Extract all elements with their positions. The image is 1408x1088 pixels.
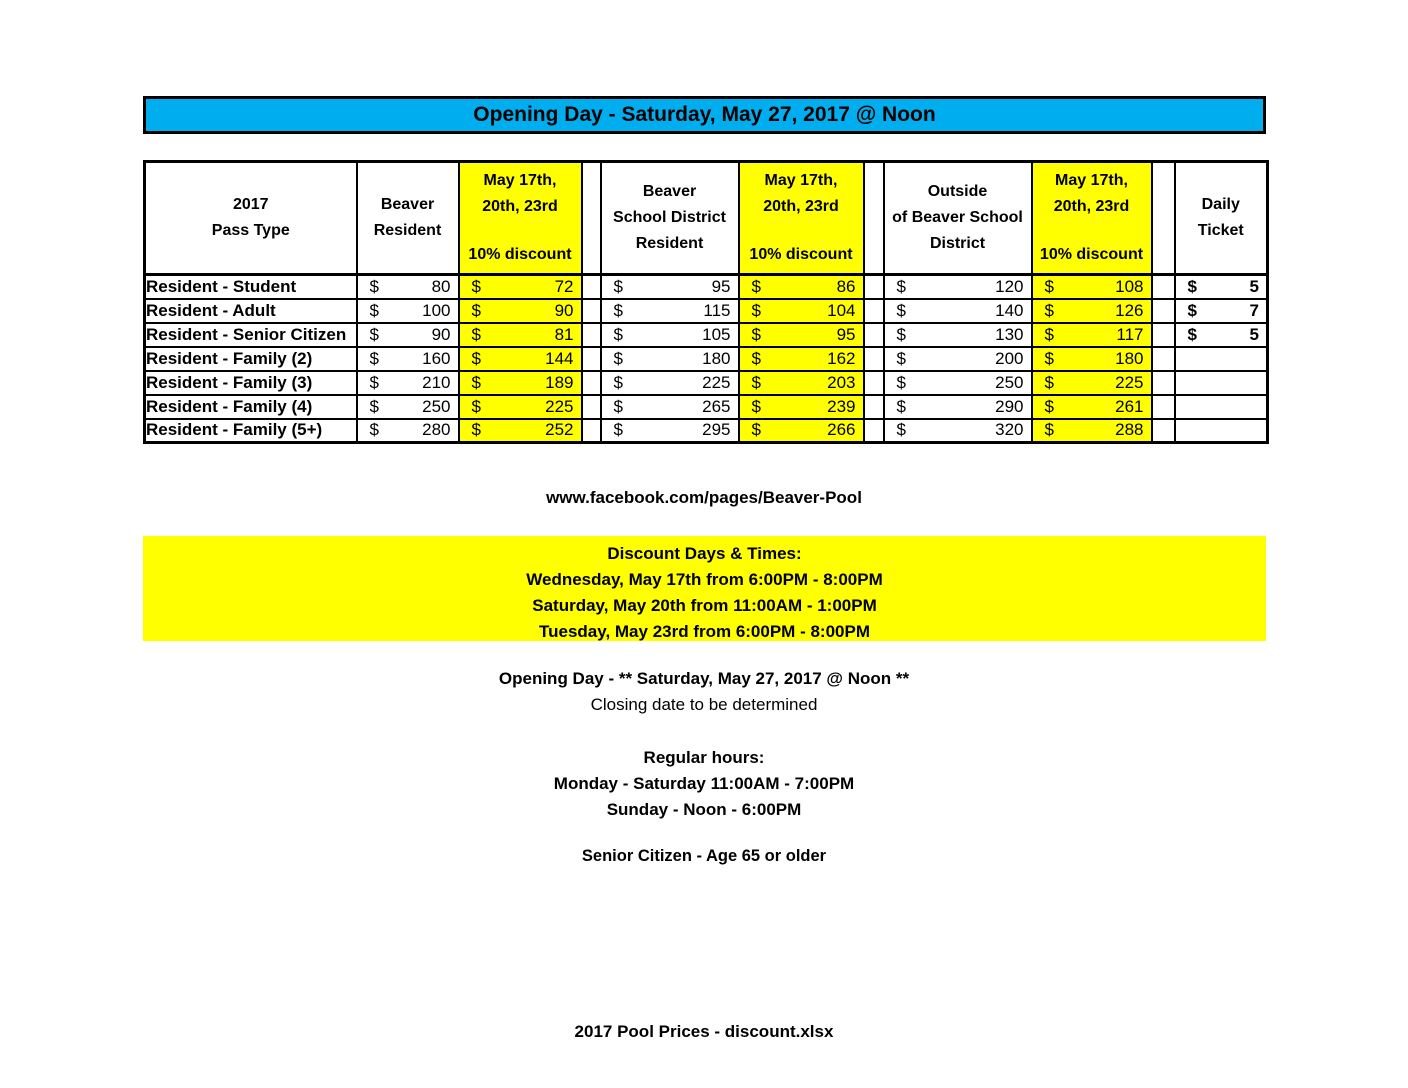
price-value: 239 bbox=[827, 396, 856, 416]
price-value: 120 bbox=[995, 276, 1024, 296]
regular-hours-line: Monday - Saturday 11:00AM - 7:00PM bbox=[553, 774, 855, 793]
price-value: 180 bbox=[1115, 348, 1144, 368]
header-line: District bbox=[929, 235, 986, 252]
outside-cell bbox=[884, 299, 1032, 323]
header-district-discount bbox=[739, 162, 864, 275]
pass-type-cell: Resident - Student bbox=[145, 275, 357, 299]
file-name-footer: 2017 Pool Prices - discount.xlsx bbox=[574, 1022, 834, 1041]
price-value: 80 bbox=[431, 276, 451, 296]
outside-discount-cell bbox=[1032, 299, 1152, 323]
currency-symbol: $ bbox=[471, 300, 481, 320]
header-line: 10% discount bbox=[468, 246, 572, 263]
pass-type-cell: Resident - Senior Citizen bbox=[145, 323, 357, 347]
price-value: 320 bbox=[995, 420, 1024, 440]
currency-symbol: $ bbox=[1044, 300, 1054, 320]
header-line: May 17th, bbox=[1055, 172, 1128, 189]
outside-discount-cell bbox=[1032, 275, 1152, 299]
outside-cell bbox=[884, 395, 1032, 419]
header-pass-type bbox=[145, 162, 357, 275]
table-row bbox=[145, 275, 1268, 299]
spacer-cell bbox=[582, 347, 601, 371]
currency-symbol: $ bbox=[613, 372, 623, 392]
price-value: 7 bbox=[1249, 300, 1259, 320]
discount-days-box bbox=[143, 536, 1266, 641]
currency-symbol: $ bbox=[751, 324, 761, 344]
header-line: Ticket bbox=[1197, 222, 1244, 239]
price-value: 288 bbox=[1115, 420, 1144, 440]
price-value: 261 bbox=[1115, 396, 1144, 416]
discount-day-line: Tuesday, May 23rd from 6:00PM - 8:00PM bbox=[539, 622, 870, 641]
district-resident-cell bbox=[601, 275, 739, 299]
district-resident-cell bbox=[601, 371, 739, 395]
district-resident-cell bbox=[601, 395, 739, 419]
currency-symbol: $ bbox=[896, 420, 906, 440]
currency-symbol: $ bbox=[896, 396, 906, 416]
spacer-cell bbox=[864, 371, 884, 395]
spacer-cell bbox=[864, 419, 884, 443]
currency-symbol: $ bbox=[369, 420, 379, 440]
currency-symbol: $ bbox=[1044, 276, 1054, 296]
outside-cell bbox=[884, 347, 1032, 371]
regular-hours-line: Sunday - Noon - 6:00PM bbox=[606, 800, 802, 819]
price-value: 5 bbox=[1249, 324, 1259, 344]
district-resident-cell bbox=[601, 419, 739, 443]
price-value: 126 bbox=[1115, 300, 1144, 320]
spacer-cell bbox=[1152, 299, 1175, 323]
daily-cell bbox=[1175, 371, 1268, 395]
spacer-cell bbox=[1152, 162, 1175, 275]
currency-symbol: $ bbox=[613, 300, 623, 320]
currency-symbol: $ bbox=[613, 348, 623, 368]
spacer-cell bbox=[864, 162, 884, 275]
daily-cell bbox=[1175, 275, 1268, 299]
header-line: May 17th, bbox=[764, 172, 838, 189]
pass-type-cell: Resident - Family (2) bbox=[145, 347, 357, 371]
pass-type-cell: Resident - Family (3) bbox=[145, 371, 357, 395]
district-resident-cell bbox=[601, 323, 739, 347]
currency-symbol: $ bbox=[751, 300, 761, 320]
currency-symbol: $ bbox=[896, 300, 906, 320]
opening-info-block bbox=[0, 666, 1408, 718]
district-resident-cell bbox=[601, 347, 739, 371]
price-table-body bbox=[145, 275, 1268, 443]
header-line: 2017 bbox=[232, 196, 269, 213]
currency-symbol: $ bbox=[613, 420, 623, 440]
daily-cell bbox=[1175, 347, 1268, 371]
outside-discount-cell bbox=[1032, 395, 1152, 419]
outside-cell bbox=[884, 371, 1032, 395]
currency-symbol: $ bbox=[369, 324, 379, 344]
spacer-cell bbox=[582, 395, 601, 419]
currency-symbol: $ bbox=[1187, 276, 1197, 296]
district-discount-cell bbox=[739, 371, 864, 395]
regular-hours-title: Regular hours: bbox=[643, 748, 765, 767]
price-value: 108 bbox=[1115, 276, 1144, 296]
table-row bbox=[145, 347, 1268, 371]
currency-symbol: $ bbox=[896, 324, 906, 344]
currency-symbol: $ bbox=[896, 276, 906, 296]
spacer-cell bbox=[582, 275, 601, 299]
price-value: 144 bbox=[545, 348, 574, 368]
banner-title: Opening Day - Saturday, May 27, 2017 @ Noon bbox=[473, 103, 936, 126]
facebook-link-text: www.facebook.com/pages/Beaver-Pool bbox=[546, 488, 862, 507]
price-value: 295 bbox=[702, 420, 731, 440]
spacer-cell bbox=[1152, 347, 1175, 371]
spacer-cell bbox=[1152, 323, 1175, 347]
currency-symbol: $ bbox=[1044, 348, 1054, 368]
currency-symbol: $ bbox=[751, 420, 761, 440]
table-row bbox=[145, 395, 1268, 419]
currency-symbol: $ bbox=[1044, 324, 1054, 344]
price-value: 5 bbox=[1249, 276, 1259, 296]
price-value: 81 bbox=[554, 324, 574, 344]
price-value: 95 bbox=[711, 276, 731, 296]
currency-symbol: $ bbox=[1044, 372, 1054, 392]
opening-day-banner bbox=[143, 96, 1266, 134]
discount-day-line: Saturday, May 20th from 11:00AM - 1:00PM bbox=[532, 596, 877, 615]
currency-symbol: $ bbox=[1187, 300, 1197, 320]
price-value: 105 bbox=[702, 324, 731, 344]
header-beaver-resident bbox=[357, 162, 459, 275]
beaver-resident-cell bbox=[357, 347, 459, 371]
currency-symbol: $ bbox=[369, 396, 379, 416]
beaver-resident-cell bbox=[357, 371, 459, 395]
currency-symbol: $ bbox=[369, 372, 379, 392]
beaver-resident-cell bbox=[357, 275, 459, 299]
price-value: 290 bbox=[995, 396, 1024, 416]
price-value: 265 bbox=[702, 396, 731, 416]
currency-symbol: $ bbox=[1044, 420, 1054, 440]
opening-day-line: Opening Day - ** Saturday, May 27, 2017 @ Noon ** bbox=[498, 669, 910, 688]
header-line: Pass Type bbox=[211, 222, 290, 239]
currency-symbol: $ bbox=[613, 396, 623, 416]
senior-citizen-note: Senior Citizen - Age 65 or older bbox=[581, 847, 827, 865]
price-value: 95 bbox=[836, 324, 856, 344]
currency-symbol: $ bbox=[369, 348, 379, 368]
currency-symbol: $ bbox=[471, 276, 481, 296]
currency-symbol: $ bbox=[613, 324, 623, 344]
spacer-cell bbox=[864, 347, 884, 371]
spacer-cell bbox=[1152, 371, 1175, 395]
outside-discount-cell bbox=[1032, 371, 1152, 395]
spacer-cell bbox=[864, 395, 884, 419]
currency-symbol: $ bbox=[751, 372, 761, 392]
header-line: Beaver bbox=[642, 183, 697, 200]
currency-symbol: $ bbox=[471, 348, 481, 368]
spacer-cell bbox=[582, 299, 601, 323]
pass-type-cell: Resident - Family (5+) bbox=[145, 419, 357, 443]
price-value: 266 bbox=[827, 420, 856, 440]
price-value: 90 bbox=[431, 324, 451, 344]
currency-symbol: $ bbox=[896, 372, 906, 392]
price-value: 225 bbox=[702, 372, 731, 392]
district-discount-cell bbox=[739, 299, 864, 323]
beaver-discount-cell bbox=[459, 347, 582, 371]
spacer-cell bbox=[864, 323, 884, 347]
table-row bbox=[145, 323, 1268, 347]
beaver-resident-cell bbox=[357, 323, 459, 347]
header-daily-ticket bbox=[1175, 162, 1268, 275]
currency-symbol: $ bbox=[751, 348, 761, 368]
header-beaver-discount bbox=[459, 162, 582, 275]
table-row bbox=[145, 371, 1268, 395]
currency-symbol: $ bbox=[1187, 324, 1197, 344]
price-value: 203 bbox=[827, 372, 856, 392]
outside-discount-cell bbox=[1032, 347, 1152, 371]
discount-day-line: Wednesday, May 17th from 6:00PM - 8:00PM bbox=[526, 570, 883, 589]
pass-type-cell: Resident - Family (4) bbox=[145, 395, 357, 419]
price-value: 280 bbox=[422, 420, 451, 440]
beaver-discount-cell bbox=[459, 419, 582, 443]
district-resident-cell bbox=[601, 299, 739, 323]
header-line: Beaver bbox=[380, 196, 435, 213]
header-line: Outside bbox=[927, 183, 988, 200]
district-discount-cell bbox=[739, 347, 864, 371]
district-discount-cell bbox=[739, 275, 864, 299]
district-discount-cell bbox=[739, 323, 864, 347]
currency-symbol: $ bbox=[471, 324, 481, 344]
price-value: 130 bbox=[995, 324, 1024, 344]
table-row bbox=[145, 419, 1268, 443]
price-value: 252 bbox=[545, 420, 574, 440]
header-district-resident bbox=[601, 162, 739, 275]
daily-cell bbox=[1175, 395, 1268, 419]
currency-symbol: $ bbox=[369, 300, 379, 320]
closing-date-line: Closing date to be determined bbox=[590, 695, 818, 714]
spacer-cell bbox=[1152, 419, 1175, 443]
currency-symbol: $ bbox=[751, 276, 761, 296]
spacer-cell bbox=[864, 275, 884, 299]
beaver-discount-cell bbox=[459, 323, 582, 347]
header-outside-discount bbox=[1032, 162, 1152, 275]
header-line: 20th, 23rd bbox=[482, 198, 558, 215]
beaver-discount-cell bbox=[459, 395, 582, 419]
currency-symbol: $ bbox=[613, 276, 623, 296]
price-value: 90 bbox=[554, 300, 574, 320]
spacer-cell bbox=[582, 323, 601, 347]
spacer-cell bbox=[864, 299, 884, 323]
header-line: Resident bbox=[635, 235, 704, 252]
table-header-row bbox=[145, 162, 1268, 275]
beaver-discount-cell bbox=[459, 299, 582, 323]
header-line: School District bbox=[613, 209, 726, 226]
price-value: 180 bbox=[702, 348, 731, 368]
price-value: 162 bbox=[827, 348, 856, 368]
currency-symbol: $ bbox=[1044, 396, 1054, 416]
beaver-resident-cell bbox=[357, 299, 459, 323]
currency-symbol: $ bbox=[471, 420, 481, 440]
daily-cell bbox=[1175, 323, 1268, 347]
regular-hours-block bbox=[0, 745, 1408, 823]
currency-symbol: $ bbox=[369, 276, 379, 296]
daily-cell bbox=[1175, 419, 1268, 443]
header-line: of Beaver School bbox=[892, 209, 1023, 226]
outside-cell bbox=[884, 323, 1032, 347]
header-line: Daily bbox=[1201, 196, 1240, 213]
price-value: 160 bbox=[422, 348, 451, 368]
outside-cell bbox=[884, 275, 1032, 299]
price-value: 117 bbox=[1116, 324, 1144, 344]
header-line: 20th, 23rd bbox=[763, 198, 839, 215]
beaver-discount-cell bbox=[459, 275, 582, 299]
daily-cell bbox=[1175, 299, 1268, 323]
price-value: 225 bbox=[1115, 372, 1144, 392]
currency-symbol: $ bbox=[471, 396, 481, 416]
spacer-cell bbox=[582, 371, 601, 395]
outside-discount-cell bbox=[1032, 419, 1152, 443]
beaver-resident-cell bbox=[357, 395, 459, 419]
price-value: 200 bbox=[995, 348, 1024, 368]
header-line: Resident bbox=[373, 222, 442, 239]
price-value: 250 bbox=[995, 372, 1024, 392]
price-value: 100 bbox=[422, 300, 451, 320]
price-value: 189 bbox=[545, 372, 574, 392]
header-outside-district bbox=[884, 162, 1032, 275]
header-line: 10% discount bbox=[749, 246, 853, 263]
spacer-cell bbox=[1152, 395, 1175, 419]
price-value: 72 bbox=[554, 276, 574, 296]
pass-type-cell: Resident - Adult bbox=[145, 299, 357, 323]
header-line: 10% discount bbox=[1039, 246, 1144, 263]
beaver-discount-cell bbox=[459, 371, 582, 395]
price-value: 225 bbox=[545, 396, 574, 416]
price-value: 115 bbox=[703, 300, 731, 320]
currency-symbol: $ bbox=[896, 348, 906, 368]
price-value: 140 bbox=[995, 300, 1024, 320]
currency-symbol: $ bbox=[471, 372, 481, 392]
spacer-cell bbox=[582, 162, 601, 275]
district-discount-cell bbox=[739, 419, 864, 443]
table-row bbox=[145, 299, 1268, 323]
header-line: May 17th, bbox=[483, 172, 557, 189]
outside-discount-cell bbox=[1032, 323, 1152, 347]
spacer-cell bbox=[1152, 275, 1175, 299]
outside-cell bbox=[884, 419, 1032, 443]
discount-days-title: Discount Days & Times: bbox=[607, 544, 802, 563]
beaver-resident-cell bbox=[357, 419, 459, 443]
price-value: 250 bbox=[422, 396, 451, 416]
price-value: 86 bbox=[836, 276, 856, 296]
price-value: 104 bbox=[827, 300, 856, 320]
district-discount-cell bbox=[739, 395, 864, 419]
spacer-cell bbox=[582, 419, 601, 443]
price-table bbox=[143, 160, 1269, 444]
header-line: 20th, 23rd bbox=[1053, 198, 1130, 215]
price-value: 210 bbox=[422, 372, 451, 392]
currency-symbol: $ bbox=[751, 396, 761, 416]
